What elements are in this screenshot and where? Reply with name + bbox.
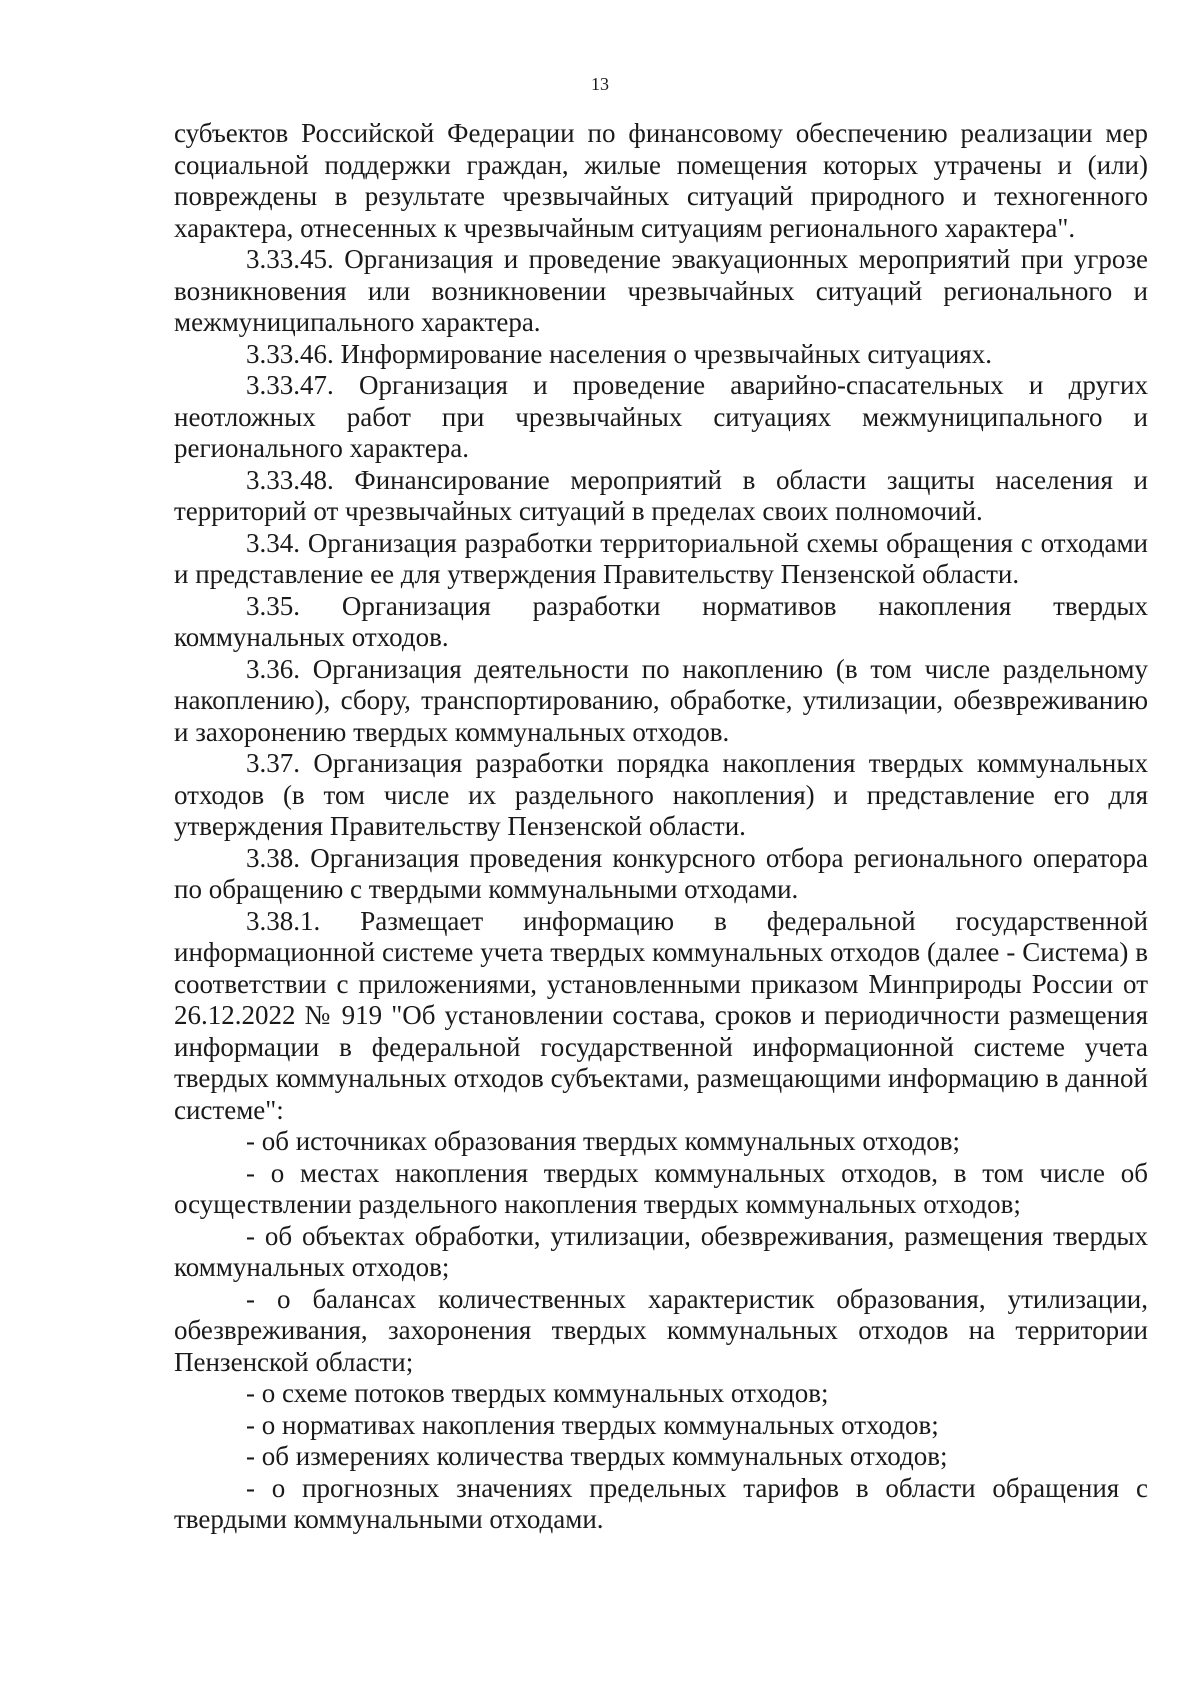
list-item: - об объектах обработки, утилизации, обезвреживания, размещения твердых коммунальных отходов;	[174, 1220, 1148, 1282]
paragraph-3-35: 3.35. Организация разработки нормативов накопления твердых коммунальных отходов.	[174, 590, 1148, 652]
list-item: - о прогнозных значениях предельных тарифов в области обращения с твердыми коммунальными отходами.	[174, 1472, 1148, 1534]
page-number: 13	[591, 74, 609, 94]
paragraph-3-37: 3.37. Организация разработки порядка накопления твердых коммунальных отходов (в том числе их раздельного накопления) и представление его для утверждения Правительству Пензенской области.	[174, 748, 1148, 841]
list-item: - об измерениях количества твердых коммунальных отходов;	[246, 1441, 948, 1471]
paragraph-3-36: 3.36. Организация деятельности по накоплению (в том числе раздельному накоплению), сбору, транспортированию, обработке, утилизации, обезвреживанию и захоронению твердых коммунальных отходов.	[174, 653, 1148, 747]
list-item: - о балансах количественных характеристик образования, утилизации, обезвреживания, захоронения твердых коммунальных отходов на территории Пензенской области;	[174, 1283, 1148, 1377]
paragraph-3-33-46: 3.33.46. Информирование населения о чрезвычайных ситуациях.	[246, 338, 992, 369]
paragraph-3-38-1: 3.38.1. Размещает информацию в федеральной государственной информационной системе учета твердых коммунальных отходов (далее - Система) в соответствии с приложениями, установленными приказом Минприроды России от 26.12.2022 № 919 "Об установлении состава, сроков и периодичности размещения информации в федеральной государственной информационной системе учета твердых коммунальных отходов субъектами, размещающими информацию в данной системе":	[174, 905, 1148, 1125]
list-item: - о нормативах накопления твердых коммунальных отходов;	[246, 1409, 939, 1440]
paragraph-3-38: 3.38. Организация проведения конкурсного отбора регионального оператора по обращению с твердыми коммунальными отходами.	[174, 842, 1148, 904]
list-item: - об источниках образования твердых коммунальных отходов;	[246, 1126, 960, 1156]
paragraph-3-33-47: 3.33.47. Организация и проведение аварийно-спасательных и других неотложных работ при чрезвычайных ситуациях межмуниципального и регионального характера.	[174, 370, 1148, 463]
paragraph-3-33-48: 3.33.48. Финансирование мероприятий в области защиты населения и территорий от чрезвычайных ситуаций в пределах своих полномочий.	[174, 464, 1148, 526]
paragraph-3-33-45: 3.33.45. Организация и проведение эвакуационных мероприятий при угрозе возникновения или возникновении чрезвычайных ситуаций регионального и межмуниципального характера.	[174, 244, 1148, 337]
paragraph-continuation: субъектов Российской Федерации по финансовому обеспечению реализации мер социальной поддержки граждан, жилые помещения которых утрачены и (или) повреждены в результате чрезвычайных ситуаций природного и техногенного характера, отнесенных к чрезвычайным ситуациям регионального характера".	[174, 118, 1148, 243]
document-body	[174, 118, 1148, 1536]
list-item: - о местах накопления твердых коммунальных отходов, в том числе об осуществлении раздельного накопления твердых коммунальных отходов;	[174, 1157, 1148, 1219]
list-item: - о схеме потоков твердых коммунальных отходов;	[246, 1378, 829, 1408]
paragraph-3-34: 3.34. Организация разработки территориальной схемы обращения с отходами и представление ее для утверждения Правительству Пензенской области.	[174, 527, 1148, 589]
